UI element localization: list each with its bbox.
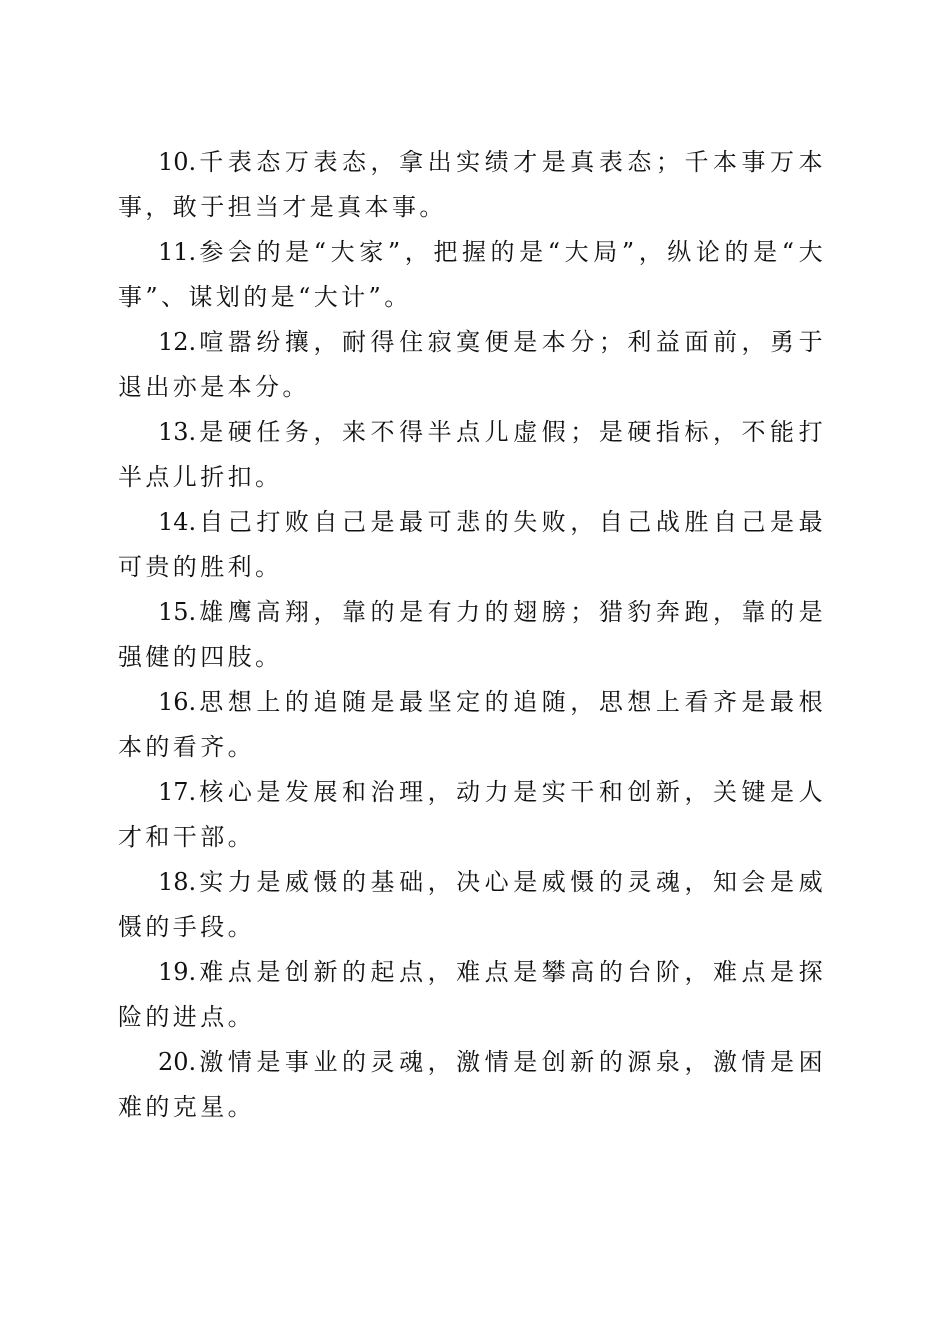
item-number: 19. (158, 958, 197, 986)
list-item (118, 860, 826, 950)
item-text: 喧嚣纷攘，耐得住寂寞便是本分；利益面前，勇于退出亦是本分。 (118, 328, 826, 401)
item-number: 15. (158, 598, 197, 626)
document-body (118, 140, 826, 1130)
item-number: 16. (158, 688, 197, 716)
list-item (118, 230, 826, 320)
item-text: 实力是威慑的基础，决心是威慑的灵魂，知会是威慑的手段。 (118, 868, 826, 941)
item-text: 思想上的追随是最坚定的追随，思想上看齐是最根本的看齐。 (118, 688, 826, 761)
item-number: 10. (158, 148, 197, 176)
list-item (118, 1040, 826, 1130)
item-text: 核心是发展和治理，动力是实干和创新，关键是人才和干部。 (118, 778, 826, 851)
list-item (118, 590, 826, 680)
list-item (118, 770, 826, 860)
item-text: 雄鹰高翔，靠的是有力的翅膀；猎豹奔跑，靠的是强健的四肢。 (118, 598, 826, 671)
item-number: 14. (158, 508, 197, 536)
item-text: 激情是事业的灵魂，激情是创新的源泉，激情是困难的克星。 (118, 1048, 826, 1121)
item-number: 11. (158, 238, 197, 266)
list-item (118, 500, 826, 590)
item-text: 自己打败自己是最可悲的失败，自己战胜自己是最可贵的胜利。 (118, 508, 826, 581)
list-item (118, 410, 826, 500)
list-item (118, 140, 826, 230)
item-number: 17. (158, 778, 197, 806)
list-item (118, 950, 826, 1040)
item-text: 难点是创新的起点，难点是攀高的台阶，难点是探险的进点。 (118, 958, 826, 1031)
item-number: 12. (158, 328, 197, 356)
item-text: 是硬任务，来不得半点儿虚假；是硬指标，不能打半点儿折扣。 (118, 418, 826, 491)
item-number: 20. (158, 1048, 197, 1076)
item-number: 18. (158, 868, 197, 896)
list-item (118, 680, 826, 770)
item-text: 千表态万表态，拿出实绩才是真表态；千本事万本事，敢于担当才是真本事。 (118, 148, 826, 221)
item-text: 参会的是“大家”，把握的是“大局”，纵论的是“大事”、谋划的是“大计”。 (118, 238, 826, 311)
item-number: 13. (158, 418, 197, 446)
list-item (118, 320, 826, 410)
